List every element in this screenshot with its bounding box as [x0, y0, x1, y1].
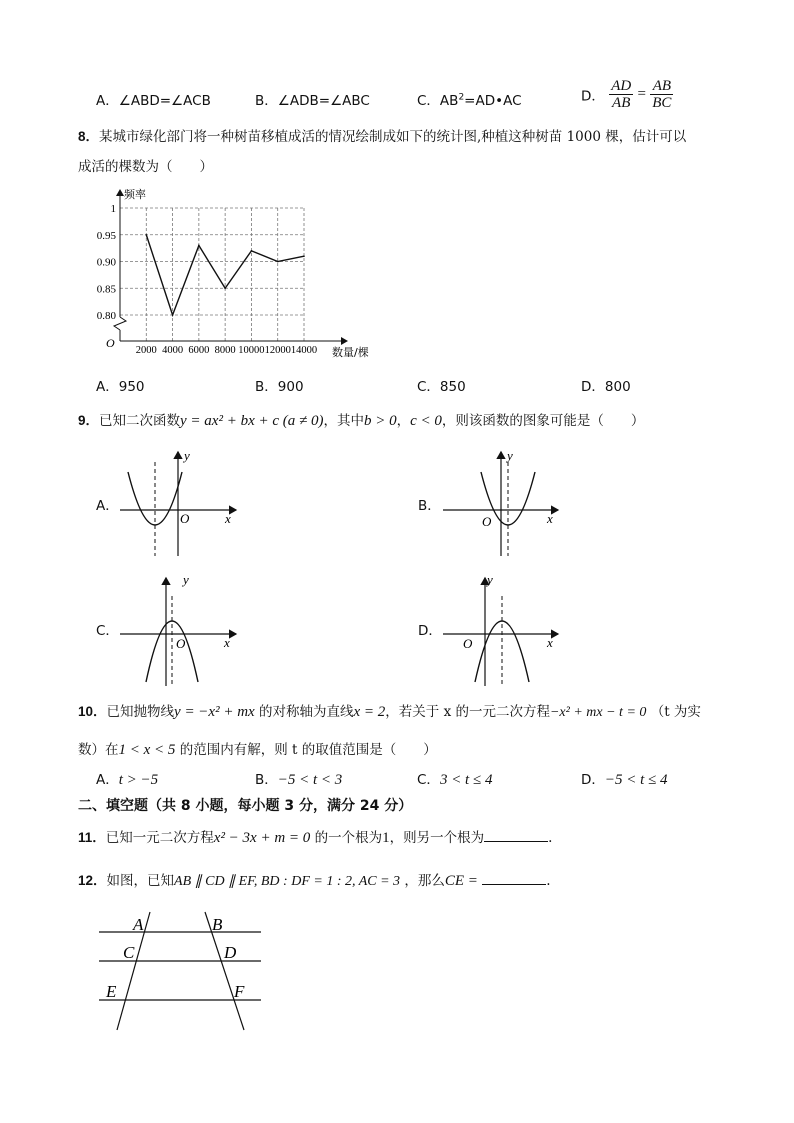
- x-tick-label-6: 14000: [290, 345, 318, 356]
- q12-text: 12．如图，已知AB ∥ CD ∥ EF, BD : DF = 1 : 2, AC = 3 ，那么CE = .: [78, 869, 551, 890]
- q8-option-c: C．850: [417, 379, 466, 395]
- q10-option-b: B．−5 < t < 3: [255, 772, 343, 788]
- y-tick-label-0: 1: [110, 203, 116, 215]
- q9-label-a: A．: [96, 498, 119, 514]
- data-point-5: [277, 261, 279, 263]
- q7-fraction-2: $\frac{AB}{BC}$: [652, 78, 672, 111]
- x-tick-label-4: 10000: [238, 345, 265, 356]
- svg-text:x: x: [225, 511, 231, 526]
- q9-label-c: C．: [96, 623, 119, 639]
- svg-text:O: O: [482, 514, 492, 529]
- q12-parallel-lines-figure: [95, 905, 270, 1035]
- chart-grid: [120, 208, 304, 341]
- q7-option-c: C．$AB^2=AD•AC$: [417, 92, 522, 109]
- y-tick-label-4: 0.80: [96, 310, 116, 322]
- svg-text:D: D: [224, 943, 237, 962]
- q10-option-d: D．−5 < t ≤ 4: [581, 772, 668, 788]
- x-axis-label: 数量/棵: [332, 346, 369, 359]
- q9-text: 9．已知二次函数y = ax² + bx + c (a ≠ 0)，其中b > 0，c < 0，则该函数的图象可能是（ ）: [78, 413, 645, 429]
- q10-text-line2: 数）在1 < x < 5 的范围内有解，则 t 的取值范围是（ ）: [78, 742, 437, 758]
- svg-text:F: F: [234, 982, 245, 1001]
- q8-option-b: B．900: [255, 379, 304, 395]
- svg-text:A: A: [133, 915, 144, 934]
- q10-option-c: C．3 < t ≤ 4: [417, 772, 493, 788]
- svg-text:x: x: [547, 511, 553, 526]
- q12-answer-blank: [482, 870, 546, 885]
- data-point-4: [251, 250, 253, 252]
- svg-text:O: O: [180, 511, 190, 526]
- y-axis-label: 频率: [124, 188, 146, 201]
- transversal-right: [205, 912, 244, 1030]
- q7-option-d: D． $\frac{AD}{AB}$ = $\frac{AB}{BC}$: [581, 78, 672, 111]
- x-tick-label-0: 2000: [135, 345, 157, 356]
- data-point-6: [303, 255, 305, 257]
- svg-text:y: y: [487, 572, 493, 587]
- y-tick-label-1: 0.95: [96, 229, 116, 242]
- q9-graph-c: [115, 572, 245, 690]
- q8-text-line1: 8．某城市绿化部门将一种树苗移植成活的情况绘制成如下的统计图,种植这种树苗 1000 棵，估计可以: [78, 129, 687, 145]
- q7-option-b: B．∠ADB=∠ABC: [255, 93, 370, 109]
- y-tick-label-2: 0.90: [96, 256, 116, 269]
- parabola-d: [475, 621, 529, 682]
- parabola-c: [146, 621, 198, 682]
- data-point-2: [198, 245, 200, 247]
- q10-option-a: A．t > −5: [96, 772, 159, 788]
- svg-text:y: y: [507, 448, 513, 463]
- q9-graph-b: [438, 445, 568, 563]
- svg-text:x: x: [224, 635, 230, 650]
- x-tick-label-3: 8000: [214, 345, 236, 356]
- q9-graph-a: [115, 445, 245, 563]
- section-heading: 二、填空题（共 8 小题，每小题 3 分，满分 24 分）: [78, 798, 413, 814]
- q11-answer-blank: [484, 827, 548, 842]
- q9-graph-d: [438, 572, 568, 690]
- chart-axes: [114, 190, 347, 341]
- q7-fraction-1: $\frac{AD}{AB}$: [611, 78, 632, 111]
- svg-text:O: O: [463, 636, 473, 651]
- svg-text:y: y: [184, 448, 190, 463]
- svg-text:O: O: [176, 636, 186, 651]
- svg-text:E: E: [106, 982, 117, 1001]
- q8-frequency-chart: [96, 185, 390, 365]
- data-point-3: [224, 287, 226, 289]
- data-point-0: [145, 234, 147, 236]
- y-tick-label-3: 0.85: [96, 283, 116, 296]
- data-point-1: [172, 314, 174, 316]
- q9-label-d: D．: [418, 623, 442, 639]
- q11-text: 11．已知一元二次方程x² − 3x + m = 0 的一个根为1，则另一个根为 .: [78, 826, 552, 847]
- svg-text:C: C: [123, 943, 135, 962]
- svg-text:B: B: [212, 915, 223, 934]
- q7-option-a: A．∠ABD=∠ACB: [96, 93, 211, 109]
- svg-text:x: x: [547, 635, 553, 650]
- x-tick-label-1: 4000: [162, 345, 184, 356]
- chart-ticks: [97, 203, 317, 356]
- x-tick-label-5: 12000: [264, 345, 291, 356]
- q8-option-a: A．950: [96, 379, 145, 395]
- svg-text:y: y: [183, 572, 189, 587]
- origin-label: O: [106, 336, 115, 350]
- q8-text-line2: 成活的棵数为（ ）: [78, 159, 213, 175]
- q9-label-b: B．: [418, 498, 441, 514]
- q8-option-d: D．800: [581, 379, 631, 395]
- x-tick-label-2: 6000: [188, 345, 210, 356]
- q10-text-line1: 10．已知抛物线y = −x² + mx 的对称轴为直线x = 2，若关于 x 的一元二次方程−x² + mx − t = 0 （t 为实: [78, 704, 701, 720]
